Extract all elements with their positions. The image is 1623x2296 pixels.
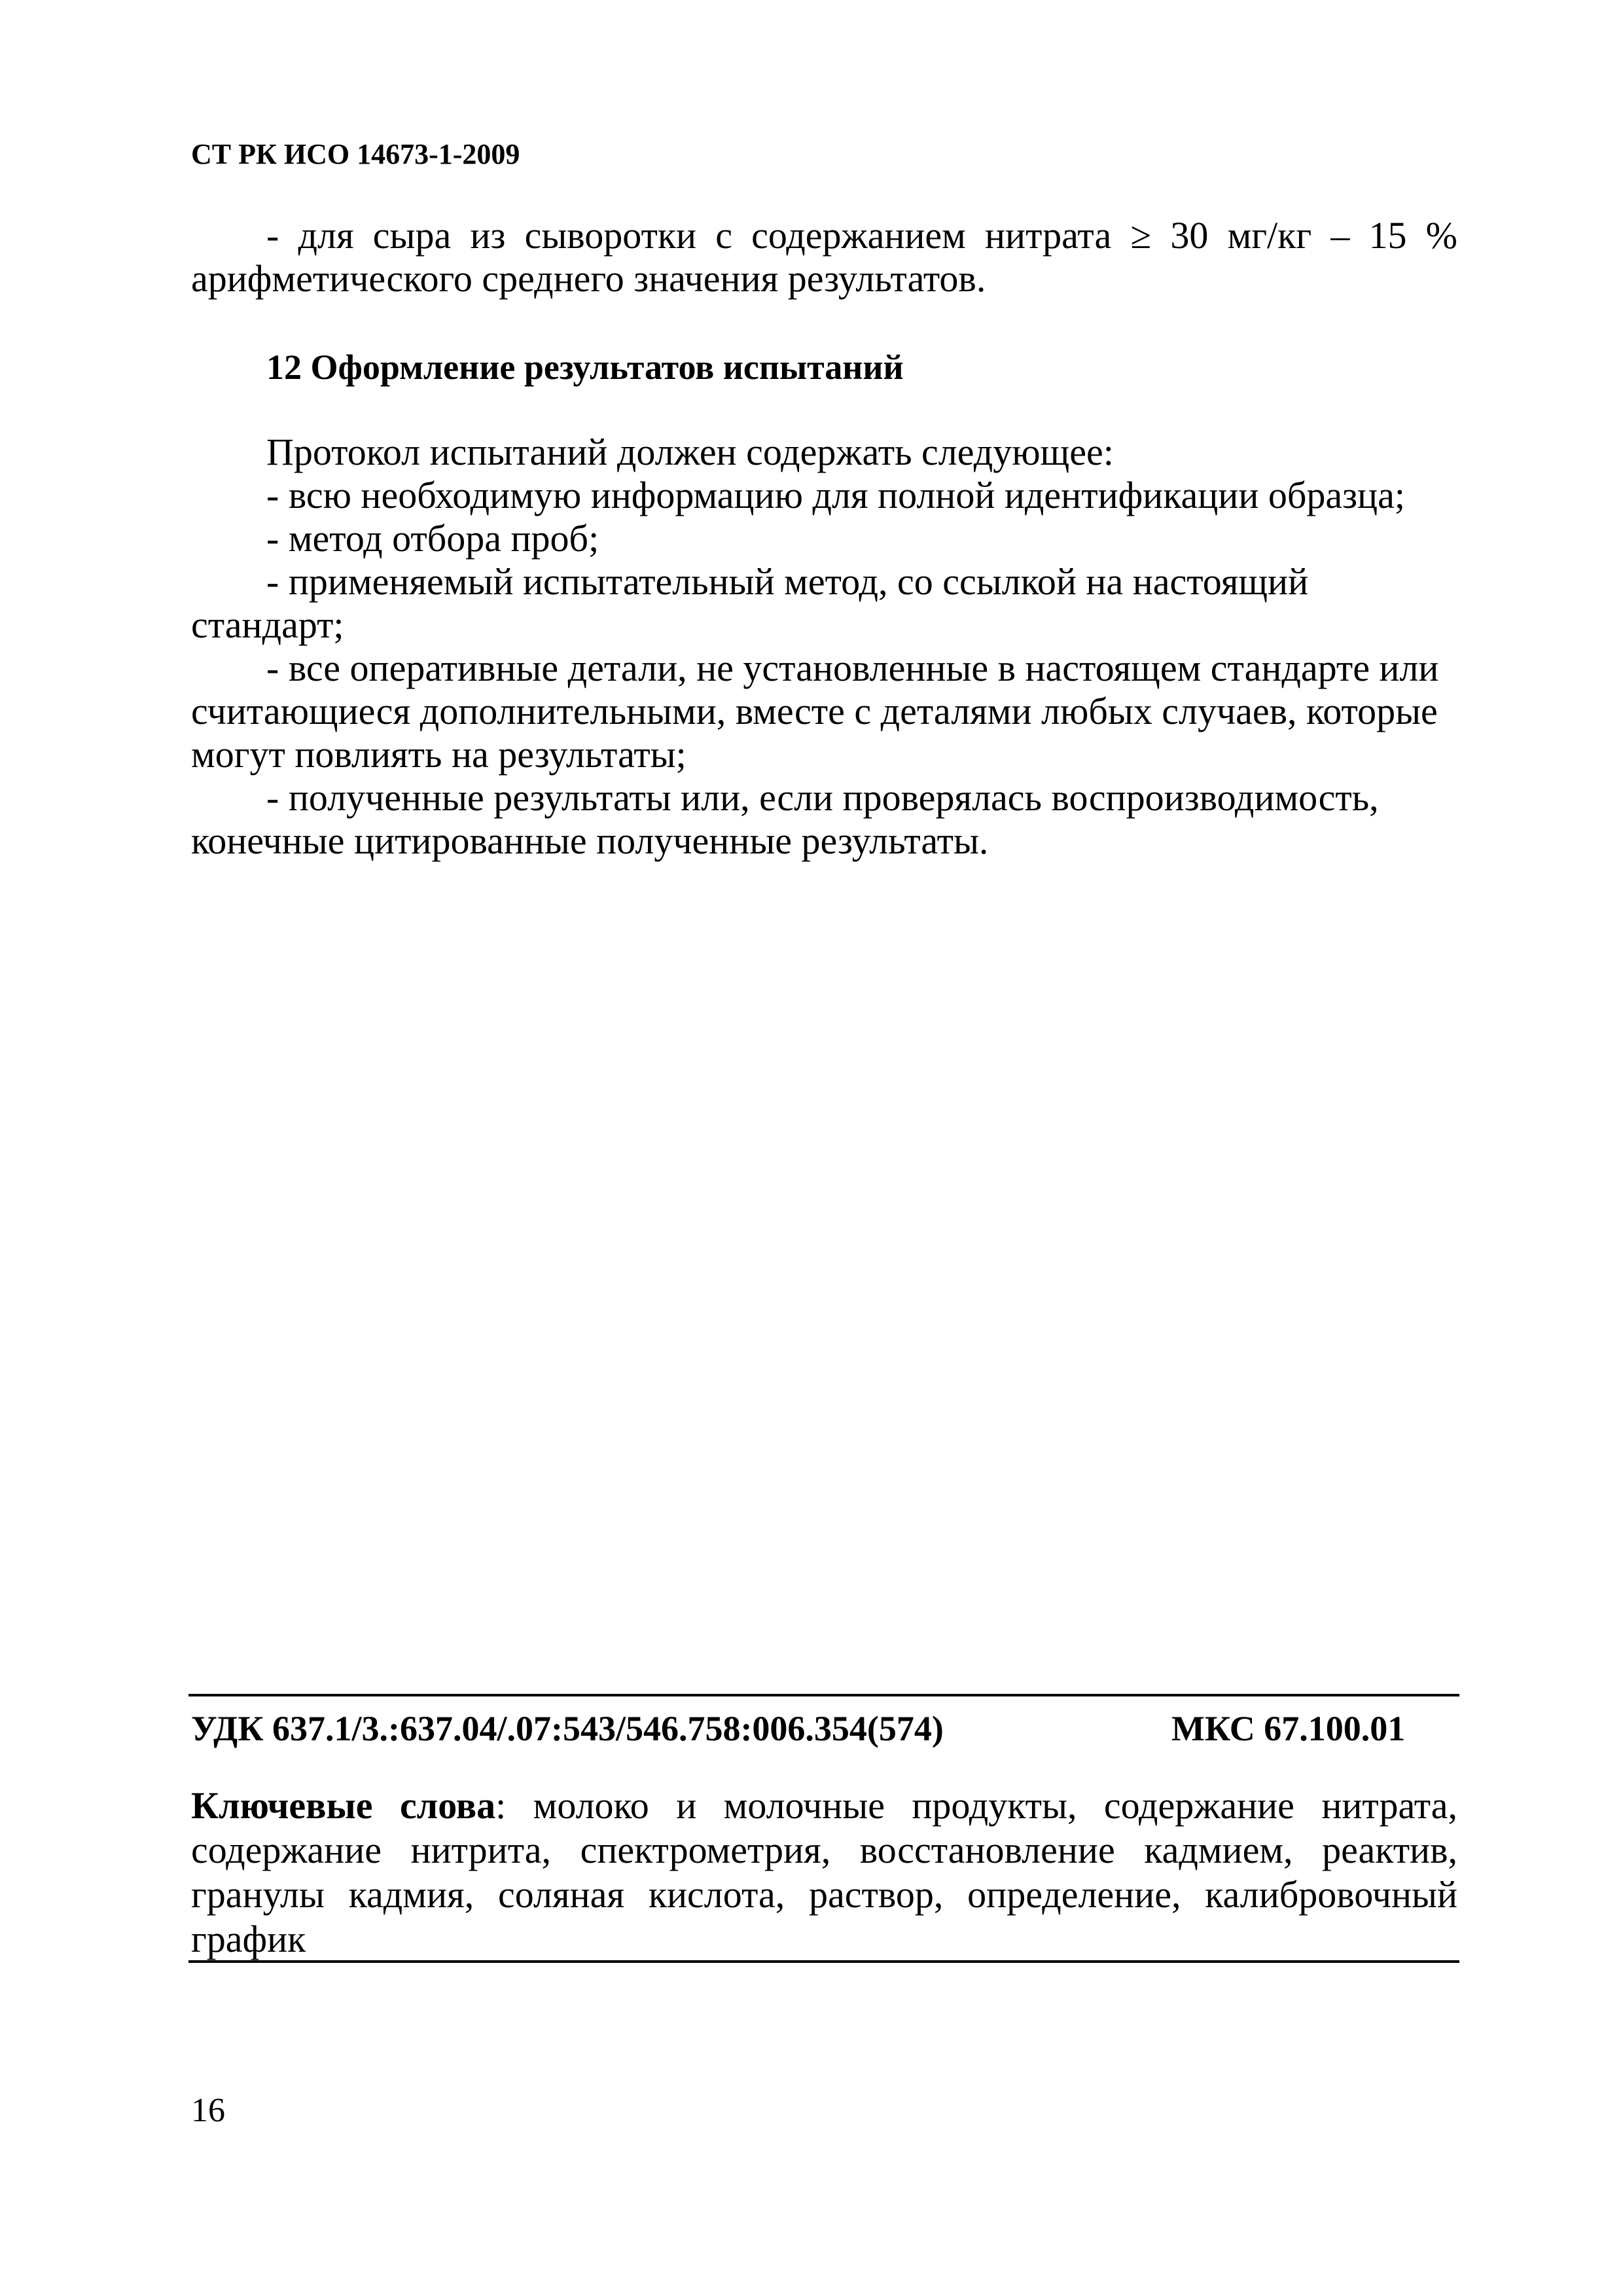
top-rule	[188, 1694, 1459, 1696]
protocol-item-3-line-2: стандарт;	[191, 603, 344, 646]
protocol-lead: Протокол испытаний должен содержать следующее:	[266, 431, 1114, 473]
protocol-list	[191, 431, 1457, 863]
page-number: 16	[191, 2092, 225, 2129]
keywords-label: Ключевые слова	[191, 1784, 496, 1827]
standard-code-header: СТ РК ИСО 14673-1-2009	[191, 138, 520, 170]
keywords-line-4: график	[191, 1918, 306, 1960]
mks-code: МКС 67.100.01	[1171, 1709, 1406, 1748]
section-heading: 12 Оформление результатов испытаний	[266, 348, 904, 387]
protocol-item-3-line-1: - применяемый испытательный метод, со ссылкой на настоящий	[266, 560, 1309, 603]
keywords-line-3: гранулы кадмия, соляная кислота, раствор, определение, калибровочный	[191, 1873, 1457, 1916]
keywords-line-1	[191, 1784, 1457, 1828]
intro-line-2: арифметического среднего значения результатов.	[191, 257, 986, 300]
intro-paragraph	[191, 214, 1457, 300]
protocol-item-1: - всю необходимую информацию для полной идентификации образца;	[266, 474, 1405, 516]
keywords-line-2: содержание нитрита, спектрометрия, восстановление кадмием, реактив,	[191, 1829, 1457, 1871]
udk-code: УДК 637.1/3.:637.04/.07:543/546.758:006.354(574)	[191, 1709, 944, 1748]
classification-line	[191, 1708, 1457, 1749]
protocol-item-4-line-1: - все оперативные детали, не установленные в настоящем стандарте или	[266, 647, 1439, 689]
keywords-block	[191, 1784, 1457, 1962]
protocol-item-5-line-1: - полученные результаты или, если проверялась воспроизводимость,	[266, 776, 1379, 819]
keywords-line-1-text: : молоко и молочные продукты, содержание нитрата,	[495, 1784, 1457, 1827]
bottom-rule	[188, 1960, 1459, 1963]
protocol-item-2: - метод отбора проб;	[266, 517, 599, 560]
intro-line-1: - для сыра из сыворотки с содержанием нитрата ≥ 30 мг/кг – 15 %	[266, 214, 1457, 257]
protocol-item-4-line-3: могут повлиять на результаты;	[191, 733, 687, 776]
protocol-item-4-line-2: считающиеся дополнительными, вместе с деталями любых случаев, которые	[191, 690, 1438, 732]
protocol-item-5-line-2: конечные цитированные полученные результаты.	[191, 819, 989, 862]
